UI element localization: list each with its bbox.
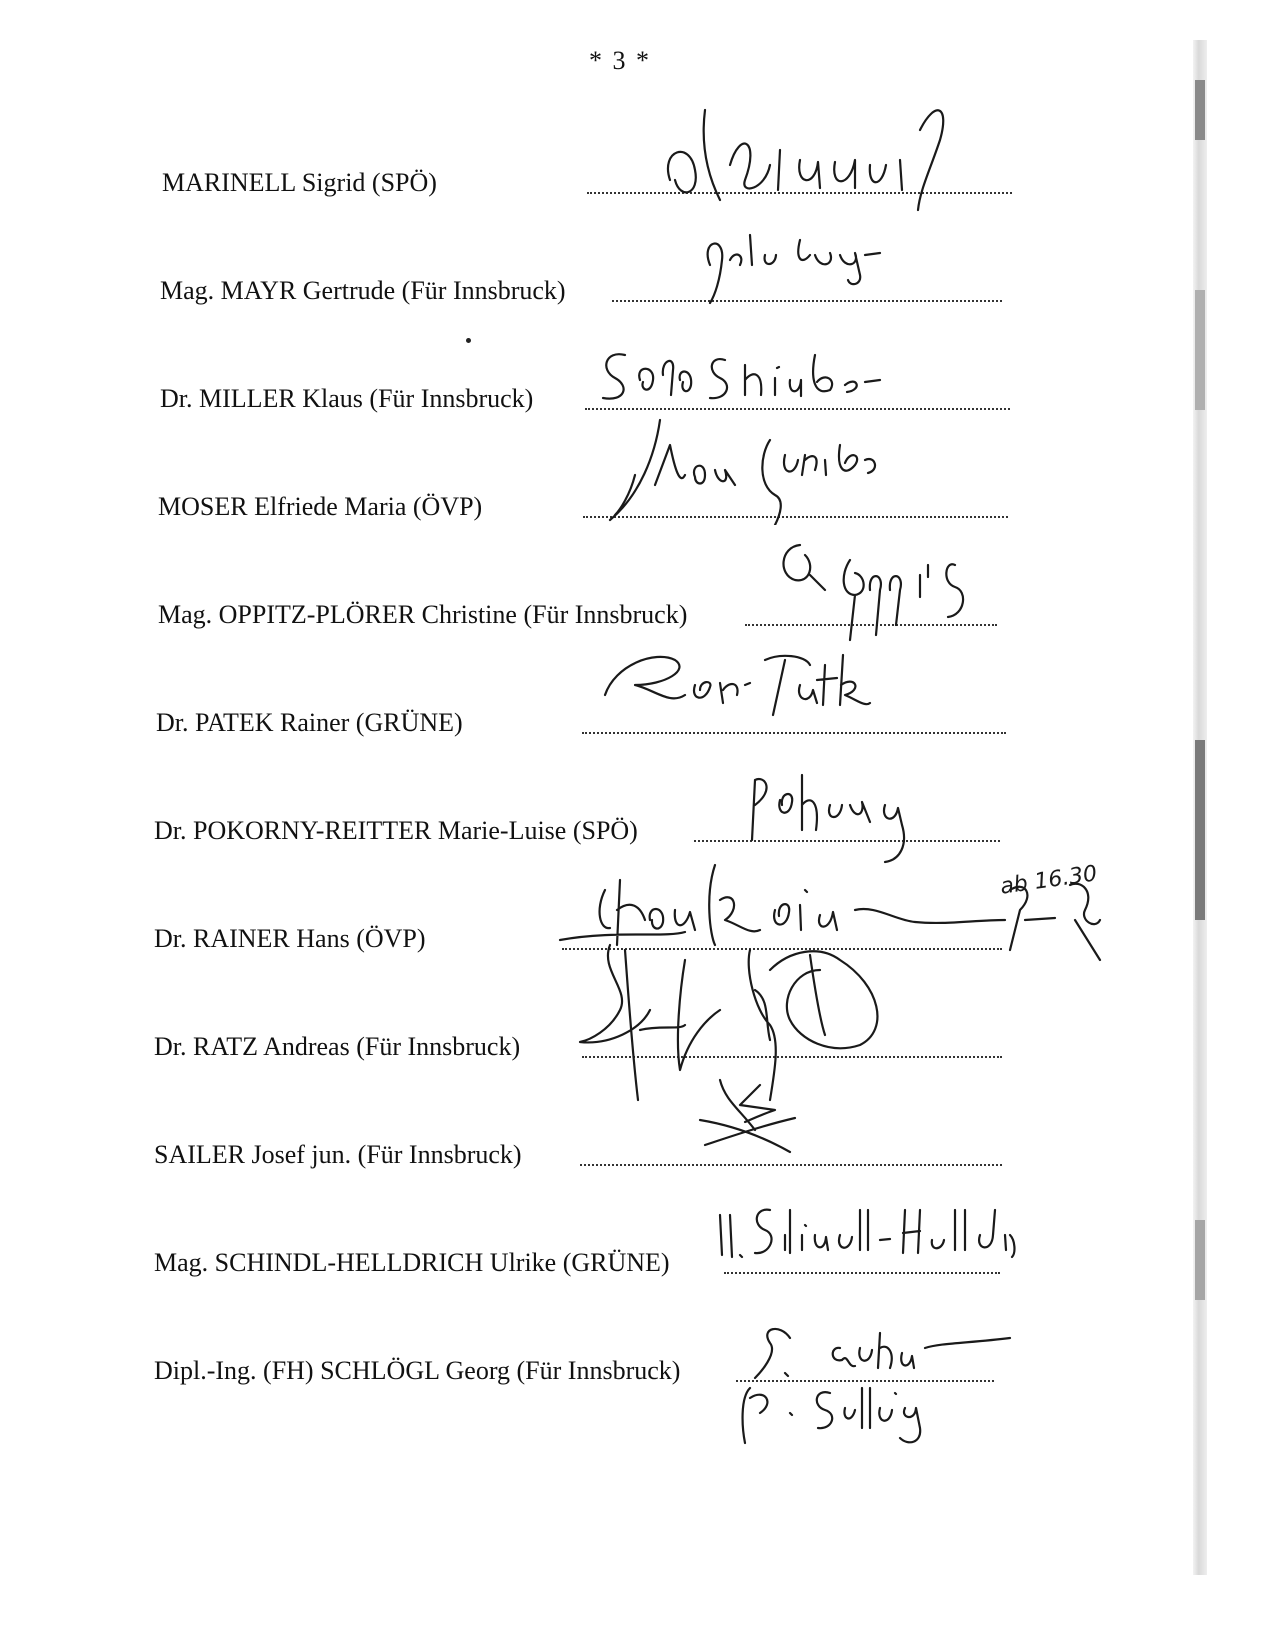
member-name: Mag. OPPITZ-PLÖRER Christine (Für Innsbruck) xyxy=(158,600,688,629)
scan-speck xyxy=(466,338,471,343)
member-name: Dipl.-Ing. (FH) SCHLÖGL Georg (Für Innsbruck) xyxy=(154,1356,681,1385)
member-name: SAILER Josef jun. (Für Innsbruck) xyxy=(154,1140,522,1169)
member-name: Dr. RATZ Andreas (Für Innsbruck) xyxy=(154,1032,521,1061)
member-name: Dr. POKORNY-REITTER Marie-Luise (SPÖ) xyxy=(154,816,638,845)
member-name: Dr. PATEK Rainer (GRÜNE) xyxy=(156,708,463,737)
handwritten-signature xyxy=(770,535,990,645)
signature-line xyxy=(580,1164,1002,1166)
member-name: MARINELL Sigrid (SPÖ) xyxy=(162,168,437,197)
handwritten-signature xyxy=(690,225,890,305)
member-name: Dr. RAINER Hans (ÖVP) xyxy=(154,924,426,953)
handwritten-signature xyxy=(600,415,900,525)
scan-edge-shadow xyxy=(1193,40,1207,1575)
member-name: Dr. MILLER Klaus (Für Innsbruck) xyxy=(160,384,534,413)
handwritten-signature xyxy=(730,1318,1030,1448)
member-name: Mag. MAYR Gertrude (Für Innsbruck) xyxy=(160,276,566,305)
handwritten-signature xyxy=(710,1195,1020,1270)
handwritten-note: ab 16.30 xyxy=(998,861,1099,900)
handwritten-signature xyxy=(585,340,885,410)
handwritten-signature xyxy=(650,70,970,220)
member-name: Mag. SCHINDL-HELLDRICH Ulrike (GRÜNE) xyxy=(154,1248,670,1277)
signature-line xyxy=(582,732,1006,734)
page-number: * 3 * xyxy=(589,46,651,75)
handwritten-signature xyxy=(690,1080,810,1155)
signature-line xyxy=(724,1272,1000,1274)
member-name: MOSER Elfriede Maria (ÖVP) xyxy=(158,492,483,521)
handwritten-signature xyxy=(595,645,895,725)
signature-row xyxy=(154,1130,1014,1170)
